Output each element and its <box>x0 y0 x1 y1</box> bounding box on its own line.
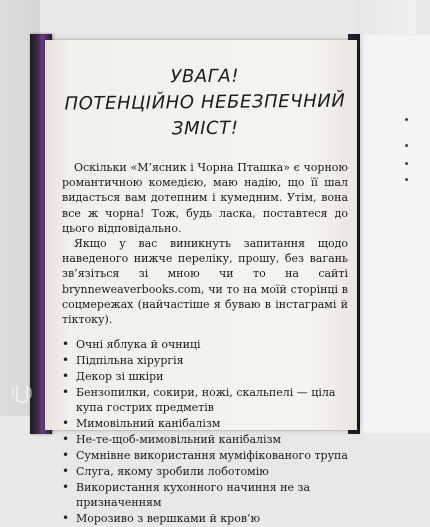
warning-heading <box>62 63 349 144</box>
warning-text: Підпільна хірургія <box>76 354 184 368</box>
list-item <box>62 480 348 510</box>
warning-text: Сумнівне використання муміфікованого трупа <box>76 449 348 463</box>
list-item <box>62 353 348 368</box>
publisher-logo-icon <box>9 380 35 406</box>
warning-text: Бензопилки, сокири, ножі, скальпелі — ціла купа гострих предметів <box>76 386 336 415</box>
dot <box>405 118 408 121</box>
dot <box>405 178 408 181</box>
dot <box>405 162 408 165</box>
warning-text: Використання кухонного начиння не за призначенням <box>76 481 311 510</box>
list-item <box>62 448 348 463</box>
right-page-dots <box>405 118 415 198</box>
list-item <box>62 416 348 431</box>
list-item <box>62 432 348 447</box>
page-content <box>62 64 348 527</box>
warnings-list <box>62 337 348 526</box>
contact-paragraph <box>62 236 348 327</box>
warning-text: Морозиво з вершками й кров’ю <box>76 512 261 526</box>
list-item <box>62 369 348 384</box>
list-item <box>62 511 348 526</box>
contact-paragraph-text: Якщо у вас виникнуть запитання щодо наведеного нижче переліку, прошу, без вагань зв’язіться зі мною чи то на сайті brynneweaverbooks.com, чи то на моїй сторінці в соцмережах (найчастіше я буваю в інстаграмі й тіктоку). <box>62 237 348 327</box>
right-page <box>360 34 430 434</box>
warning-text: Декор зі шкіри <box>76 370 164 384</box>
warning-text: Слуга, якому зробили лоботомію <box>76 465 269 479</box>
list-item <box>62 464 348 479</box>
dot <box>405 144 408 147</box>
list-item <box>62 385 348 415</box>
warning-text: Не-те-щоб-мимовільний канібалізм <box>76 433 282 447</box>
intro-paragraph-text: Оскільки «М’ясник і Чорна Пташка» є чорною романтичною комедією, маю надію, що її шал видасться вам дотепним і кумедним. Утім, вона все ж чорна! Тож, будь ласка, поставтеся до цього відповідально. <box>62 161 348 235</box>
warning-text: Очні яблука й очниці <box>76 338 201 352</box>
warning-text: Мимовільний канібалізм <box>76 417 221 431</box>
intro-paragraph <box>62 160 348 236</box>
warning-heading-line-2: ПОТЕНЦІЙНО НЕБЕЗПЕЧНИЙ ЗМІСТ! <box>64 90 346 140</box>
list-item <box>62 337 348 352</box>
warning-heading-line-1: УВАГА! <box>170 65 240 88</box>
